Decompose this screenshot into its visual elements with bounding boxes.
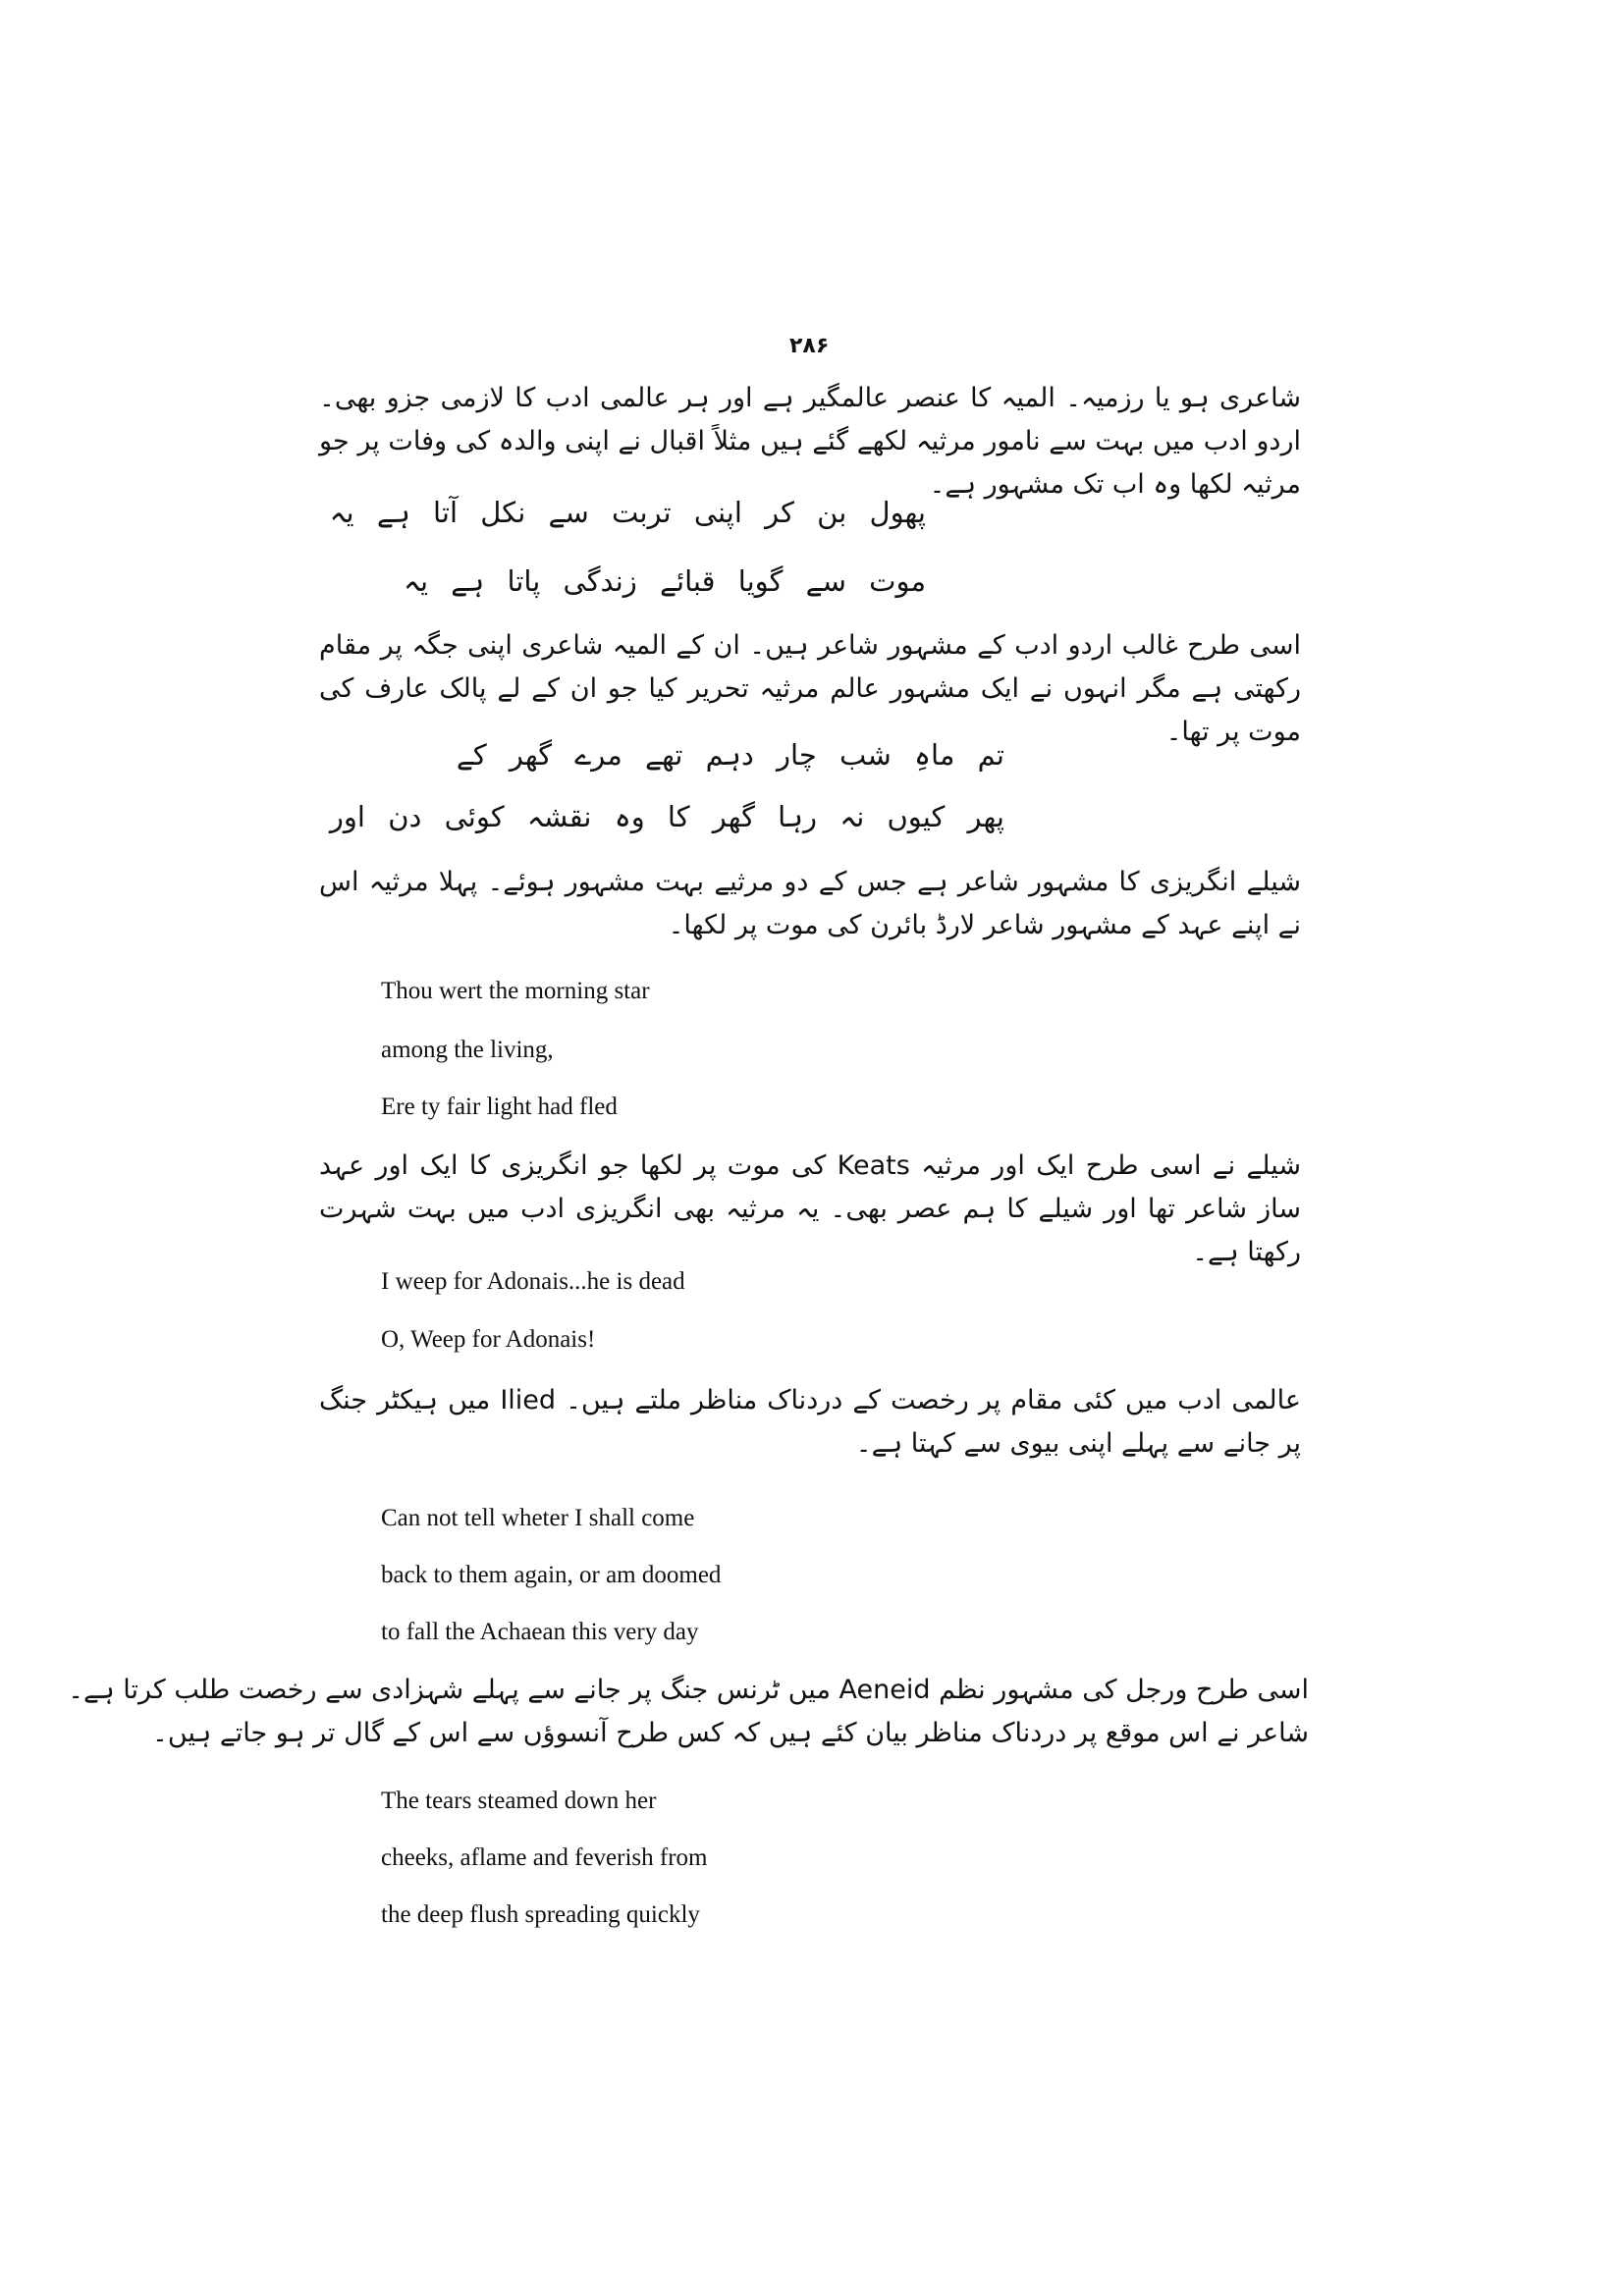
- urdu-verse-2: موت سے گویا قبائے زندگی پاتا ہے یہ: [404, 564, 926, 598]
- paragraph-1: [319, 377, 1301, 500]
- urdu-verse-4: پھر کیوں نہ رہا گھر کا وہ نقشہ کوئی دن اور: [329, 800, 1004, 833]
- paragraph-5: [319, 1379, 1301, 1473]
- paragraph-3: [319, 861, 1301, 955]
- urdu-verse-3: تم ماہِ شب چار دہم تھے مرے گھر کے: [456, 738, 1004, 772]
- paragraph-6-line-1: اسی طرح ورجل کی مشہور نظم Aeneid میں ٹرنس جنگ پر جانے سے پہلے شہزادی سے رخصت طلب کرتا ہے۔: [68, 1675, 1309, 1705]
- paragraph-6-line-2: شاعر نے اس موقع پر دردناک مناظر بیان کئے ہیں کہ کس طرح آنسوؤں سے اس کے گال تر ہو جاتے ہیں۔: [152, 1718, 1309, 1748]
- english-verse-line: O, Weep for Adonais!: [381, 1326, 596, 1353]
- english-verse-line: back to them again, or am doomed: [381, 1562, 722, 1588]
- paragraph-text: عالمی ادب میں کئی مقام پر رخصت کے دردناک مناظر ملتے ہیں۔ Ilied میں ہیکٹر جنگ پر جانے سے پہلے اپنی بیوی سے کہتا ہے۔: [319, 1385, 1301, 1459]
- english-verse-line: cheeks, aflame and feverish from: [381, 1844, 708, 1871]
- paragraph-4: [319, 1145, 1301, 1267]
- english-verse-line: The tears steamed down her: [381, 1788, 657, 1814]
- paragraph-text: شاعری ہو یا رزمیہ۔ المیہ کا عنصر عالمگیر ہے اور ہر عالمی ادب کا لازمی جزو بھی۔ اردو ادب میں بہت سے نامور مرثیہ لکھے گئے ہیں مثلاً اقبال نے اپنی والدہ کی وفات پر جو مرثیہ لکھا وہ اب تک مشہور ہے۔: [319, 383, 1301, 500]
- paragraph-text: شیلے انگریزی کا مشہور شاعر ہے جس کے دو مرثیے بہت مشہور ہوئے۔ پہلا مرثیہ اس نے اپنے عہد کے مشہور شاعر لارڈ بائرن کی موت پر لکھا۔: [319, 867, 1301, 940]
- paragraph-text: اسی طرح غالب اردو ادب کے مشہور شاعر ہیں۔ ان کے المیہ شاعری اپنی جگہ پر مقام رکھتی ہے مگر انہوں نے ایک مشہور عالم مرثیہ تحریر کیا جو ان کے لے پالک عارف کی موت پر تھا۔: [319, 630, 1301, 747]
- english-verse-line: I weep for Adonais...he is dead: [381, 1268, 685, 1295]
- english-verse-line: to fall the Achaean this very day: [381, 1619, 699, 1645]
- english-verse-line: Ere ty fair light had fled: [381, 1094, 618, 1120]
- page-number: ۲۸۶: [789, 334, 830, 358]
- english-verse-line: among the living,: [381, 1037, 554, 1063]
- english-verse-line: the deep flush spreading quickly: [381, 1901, 700, 1928]
- paragraph-text: شیلے نے اسی طرح ایک اور مرثیہ Keats کی موت پر لکھا جو انگریزی کا ایک اور عہد ساز شاعر تھا اور شیلے کا ہم عصر بھی۔ یہ مرثیہ بھی انگریزی ادب میں بہت شہرت رکھتا ہے۔: [319, 1150, 1301, 1267]
- english-verse-line: Can not tell wheter I shall come: [381, 1505, 695, 1531]
- english-verse-line: Thou wert the morning star: [381, 978, 650, 1004]
- paragraph-2: [319, 624, 1301, 747]
- urdu-verse-1: پھول بن کر اپنی تربت سے نکل آتا ہے یہ: [329, 496, 926, 529]
